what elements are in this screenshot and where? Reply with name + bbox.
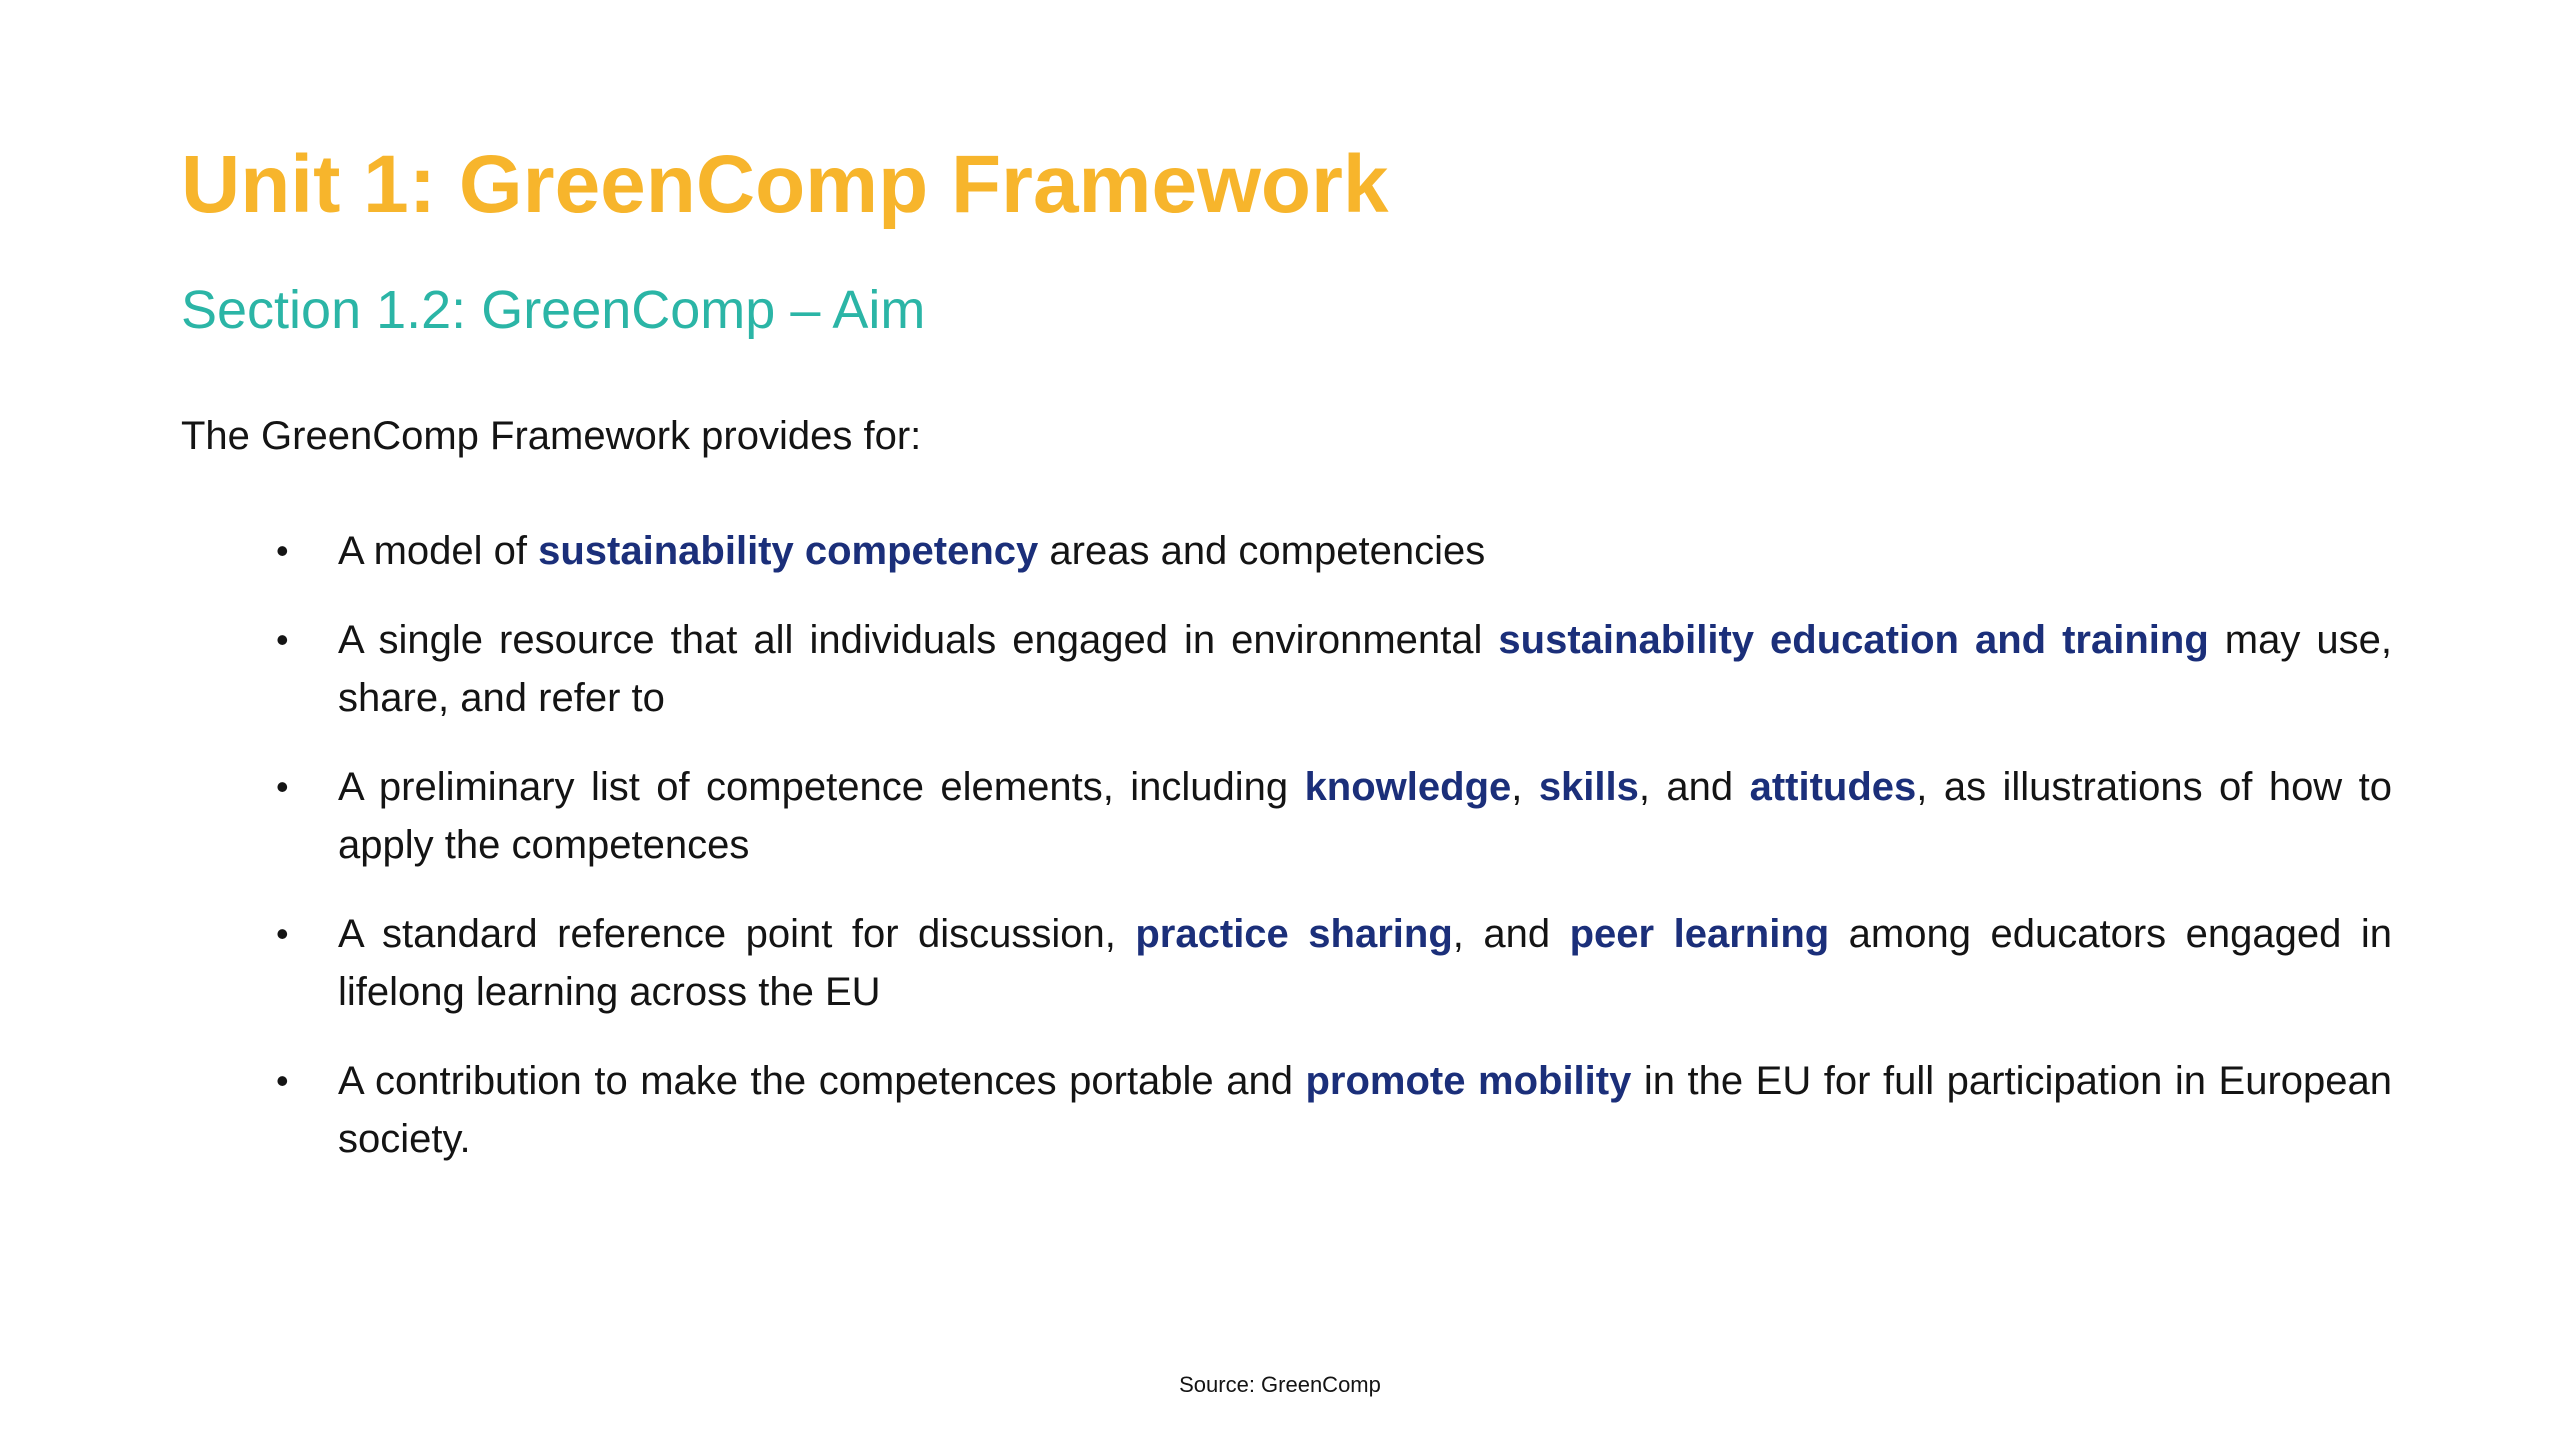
bullet-text: A standard reference point for discussion, bbox=[338, 912, 1136, 956]
bullet-dot-icon: • bbox=[276, 766, 289, 807]
bullet-item bbox=[272, 758, 2392, 874]
bullet-dot-icon: • bbox=[276, 530, 289, 571]
highlight-term: attitudes bbox=[1749, 765, 1917, 809]
bullet-text: may use, share, and refer to bbox=[338, 618, 2392, 720]
highlight-term: skills bbox=[1538, 765, 1639, 809]
bullet-text: , and bbox=[1452, 912, 1570, 956]
bullet-list bbox=[272, 522, 2392, 1199]
bullet-text: , as illustrations of how to apply the competences bbox=[338, 765, 2392, 867]
highlight-term: promote mobility bbox=[1305, 1059, 1632, 1103]
intro-text: The GreenComp Framework provides for: bbox=[181, 414, 922, 458]
bullet-dot-icon: • bbox=[276, 1060, 289, 1101]
bullet-item bbox=[272, 1052, 2392, 1168]
highlight-term: knowledge bbox=[1304, 765, 1512, 809]
bullet-text: , and bbox=[1638, 765, 1750, 809]
bullet-text: in the EU for full participation in European society. bbox=[338, 1059, 2392, 1161]
section-subtitle: Section 1.2: GreenComp – Aim bbox=[181, 280, 926, 340]
bullet-text: A model of bbox=[338, 529, 539, 573]
bullet-text: , bbox=[1511, 765, 1539, 809]
bullet-item bbox=[272, 905, 2392, 1021]
bullet-dot-icon: • bbox=[276, 913, 289, 954]
slide-title: Unit 1: GreenComp Framework bbox=[181, 139, 1389, 230]
bullet-dot-icon: • bbox=[276, 619, 289, 660]
bullet-text: areas and competencies bbox=[1038, 529, 1486, 573]
bullet-text: among educators engaged in lifelong learning across the EU bbox=[338, 912, 2392, 1014]
highlight-term: sustainability education and training bbox=[1498, 618, 2209, 662]
bullet-text: A preliminary list of competence elements, including bbox=[338, 765, 1305, 809]
bullet-item bbox=[272, 522, 2392, 580]
highlight-term: sustainability competency bbox=[538, 529, 1039, 573]
bullet-text: A single resource that all individuals engaged in environmental bbox=[338, 618, 1499, 662]
bullet-item bbox=[272, 611, 2392, 727]
source-caption: Source: GreenComp bbox=[1179, 1372, 1381, 1397]
highlight-term: practice sharing bbox=[1135, 912, 1453, 956]
highlight-term: peer learning bbox=[1569, 912, 1830, 956]
bullet-text: A contribution to make the competences portable and bbox=[338, 1059, 1306, 1103]
